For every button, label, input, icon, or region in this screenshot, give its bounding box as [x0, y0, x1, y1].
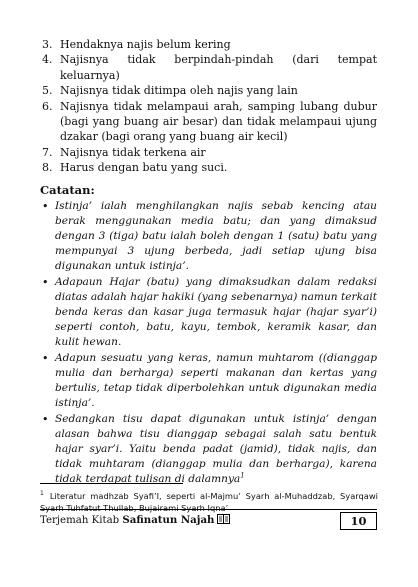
- list-item: [40, 160, 377, 175]
- note-item: [40, 199, 377, 275]
- item-number: 4.: [42, 53, 53, 67]
- page-number: 10: [340, 512, 377, 530]
- page-footer: [40, 509, 377, 532]
- footer-prefix: Terjemah Kitab: [40, 515, 123, 526]
- bullet-icon: •: [42, 199, 49, 213]
- list-item: [40, 99, 377, 145]
- item-number: 7.: [42, 145, 53, 159]
- item-number: 5.: [42, 84, 53, 98]
- item-text: Najisnya tidak ditimpa oleh najis yang lain: [60, 84, 298, 98]
- footnote-marker: 1: [40, 490, 44, 498]
- conditions-list: [40, 37, 377, 176]
- page-body: [40, 37, 377, 488]
- item-number: 3.: [42, 38, 53, 51]
- note-text: Sedangkan tisu dapat digunakan untuk istinja’ dengan alasan bahwa tisu dianggap sebagai salah satu bentuk hajar syar’i. Yaitu benda padat (jamid), tidak najis, dan tidak muhtaram (dianggap mulia dan berharga), karena tidak terdapat tulisan di dalamnya: [55, 412, 377, 486]
- item-text: Harus dengan batu yang suci.: [60, 161, 228, 175]
- note-text: Adapun sesuatu yang keras, namun muhtarom ((dianggap mulia dan berharga) seperti makanan dan kertas yang bertulis, tetap tidak diperbolehkan untuk digunakan media istinja’.: [55, 351, 377, 410]
- list-item: [40, 37, 377, 52]
- item-text: Hendaknya najis belum kering: [60, 38, 231, 51]
- item-text: Najisnya tidak berpindah-pindah (dari tempat keluarnya): [60, 53, 377, 82]
- note-item: [40, 275, 377, 351]
- bullet-icon: •: [42, 412, 49, 426]
- note-item: [40, 412, 377, 488]
- item-text: Najisnya tidak terkena air: [60, 145, 206, 159]
- notes-list: [40, 199, 377, 488]
- book-title: Safinatun Najah: [122, 514, 215, 526]
- footnote-ref: 1: [240, 471, 245, 480]
- book-icon: [217, 514, 230, 527]
- note-text: Adapaun Hajar (batu) yang dimaksudkan dalam redaksi diatas adalah hajar hakiki (yang sebenarnya) namun terkait benda keras dan kasar juga termasuk hajar (hajar syar’i) seperti contoh, batu, kayu, tembok, keramik kasar, dan kulit hewan.: [55, 275, 377, 349]
- note-text: Istinja’ ialah menghilangkan najis sebab kencing atau berak menggunakan media batu; dan yang dimaksud dengan 3 (tiga) batu ialah boleh dengan 1 (satu) batu yang mempunyai 3 ujung berbeda, jadi setiap ujung bisa digunakan untuk istinja’.: [55, 199, 377, 273]
- item-number: 6.: [42, 99, 53, 113]
- footer-title: [40, 514, 230, 527]
- list-item: [40, 83, 377, 98]
- list-item: [40, 52, 377, 83]
- notes-heading: Catatan:: [40, 182, 95, 197]
- list-item: [40, 145, 377, 160]
- bullet-icon: •: [42, 351, 49, 365]
- footnote-divider: [40, 483, 183, 484]
- bullet-icon: •: [42, 275, 49, 289]
- item-text: Najisnya tidak melampaui arah, samping lubang dubur (bagi yang buang air besar) dan tidak melampaui ujung dzakar (bagi orang yang buang air kecil): [60, 99, 377, 144]
- footnote-text: Literatur madhzab Syafi’I, seperti al-Majmu’ Syarh al-Muhaddzab, Syarqawi Syarh Tuhfatut Thullab, Bujairami Syarh Iqna’: [40, 491, 378, 513]
- note-item: [40, 351, 377, 412]
- item-number: 8.: [42, 161, 53, 175]
